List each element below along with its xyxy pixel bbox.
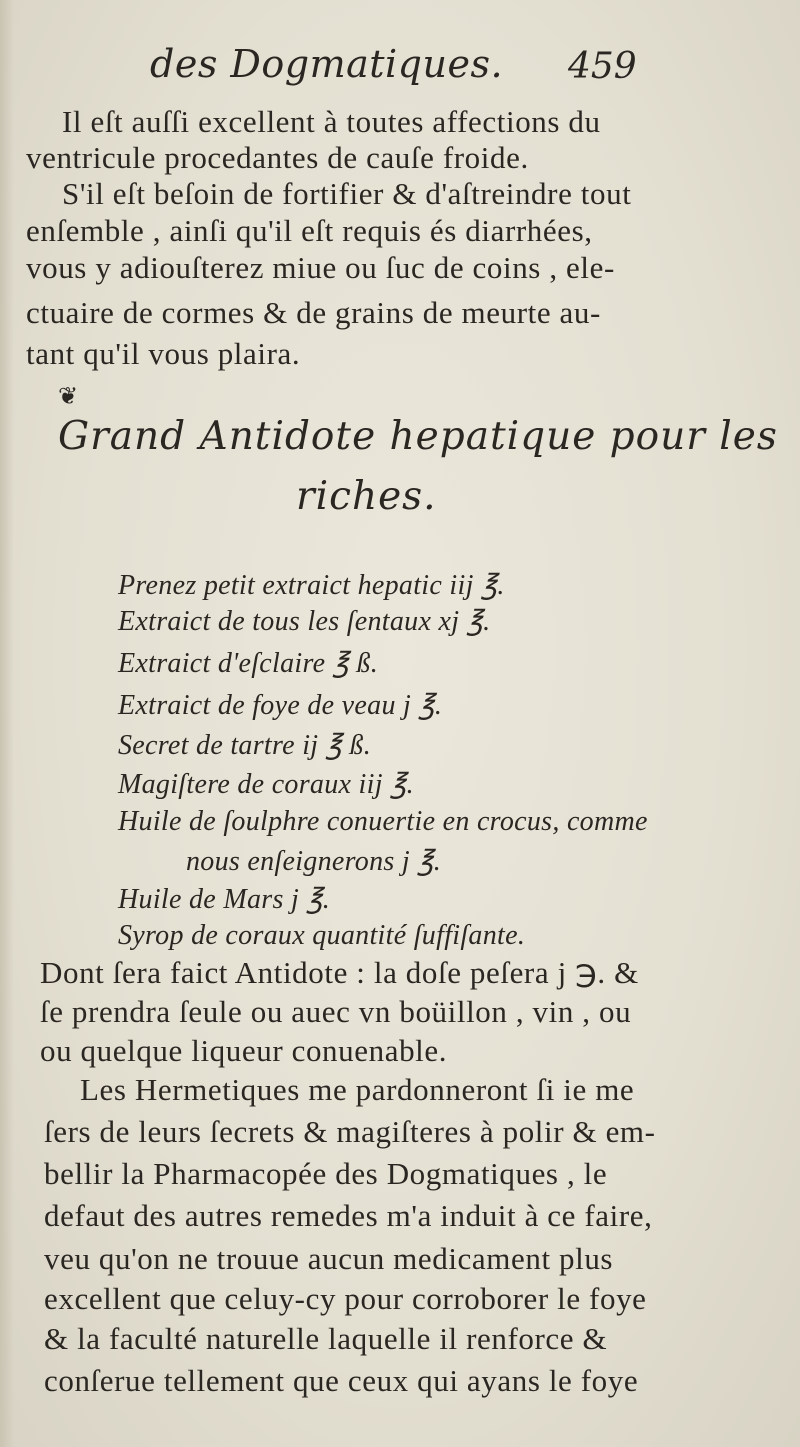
text-line: ctuaire de cormes & de grains de meurte au- [26, 295, 601, 330]
text-line: ſers de leurs ſecrets & magiſteres à polir & em- [44, 1114, 656, 1149]
text-line: defaut des autres remedes m'a induit à ce faire, [44, 1198, 653, 1233]
text-line: ventricule procedantes de cauſe froide. [26, 140, 529, 175]
page-gutter-shadow [0, 0, 14, 1447]
recipe-item: nous enſeignerons j ℥. [186, 846, 442, 877]
heading-line: Grand Antidote hepatique pour les [58, 414, 778, 459]
running-title: des Dogmatiques. [150, 42, 504, 86]
ornament-mark: ❦ [58, 382, 79, 410]
recipe-item: Huile de Mars j ℥. [118, 884, 331, 915]
text-line: & la faculté naturelle laquelle il renforce & [44, 1321, 608, 1356]
heading-line: riches. [296, 474, 437, 519]
text-line: excellent que celuy-cy pour corroborer le foye [44, 1281, 647, 1316]
recipe-item: Huile de ſoulphre conuertie en crocus, comme [118, 806, 648, 837]
text-line: bellir la Pharmacopée des Dogmatiques , le [44, 1156, 608, 1191]
recipe-item: Syrop de coraux quantité ſuffiſante. [118, 920, 526, 951]
text-line: conſerue tellement que ceux qui ayans le foye [44, 1363, 639, 1398]
recipe-item: Secret de tartre ij ℥ ß. [118, 730, 372, 761]
text-line: veu qu'on ne trouue aucun medicament plus [44, 1241, 614, 1276]
recipe-item: Prenez petit extraict hepatic iij ℥. [118, 570, 505, 601]
page-number: 459 [568, 46, 637, 87]
recipe-item: Extraict de foye de veau j ℥. [118, 690, 443, 721]
recipe-item: Extraict de tous les ſentaux xj ℥. [118, 606, 491, 637]
text-line: ſe prendra ſeule ou auec vn boüillon , vin , ou [40, 994, 632, 1029]
text-line: ou quelque liqueur conuenable. [40, 1033, 448, 1068]
text-line: S'il eſt beſoin de fortifier & d'aſtreindre tout [62, 176, 632, 211]
recipe-item: Extraict d'eſclaire ℥ ß. [118, 648, 379, 679]
text-line: vous y adiouſterez miue ou ſuc de coins , ele- [26, 250, 615, 285]
text-line: Dont ſera faict Antidote : la doſe peſera j ℈. & [40, 955, 639, 990]
text-line: enſemble , ainſi qu'il eſt requis és diarrhées, [26, 213, 593, 248]
text-line: Il eſt auſſi excellent à toutes affections du [62, 104, 601, 139]
text-line: Les Hermetiques me pardonneront ſi ie me [80, 1072, 635, 1107]
recipe-item: Magiſtere de coraux iij ℥. [118, 769, 414, 800]
text-line: tant qu'il vous plaira. [26, 336, 301, 371]
page-header [150, 38, 670, 98]
